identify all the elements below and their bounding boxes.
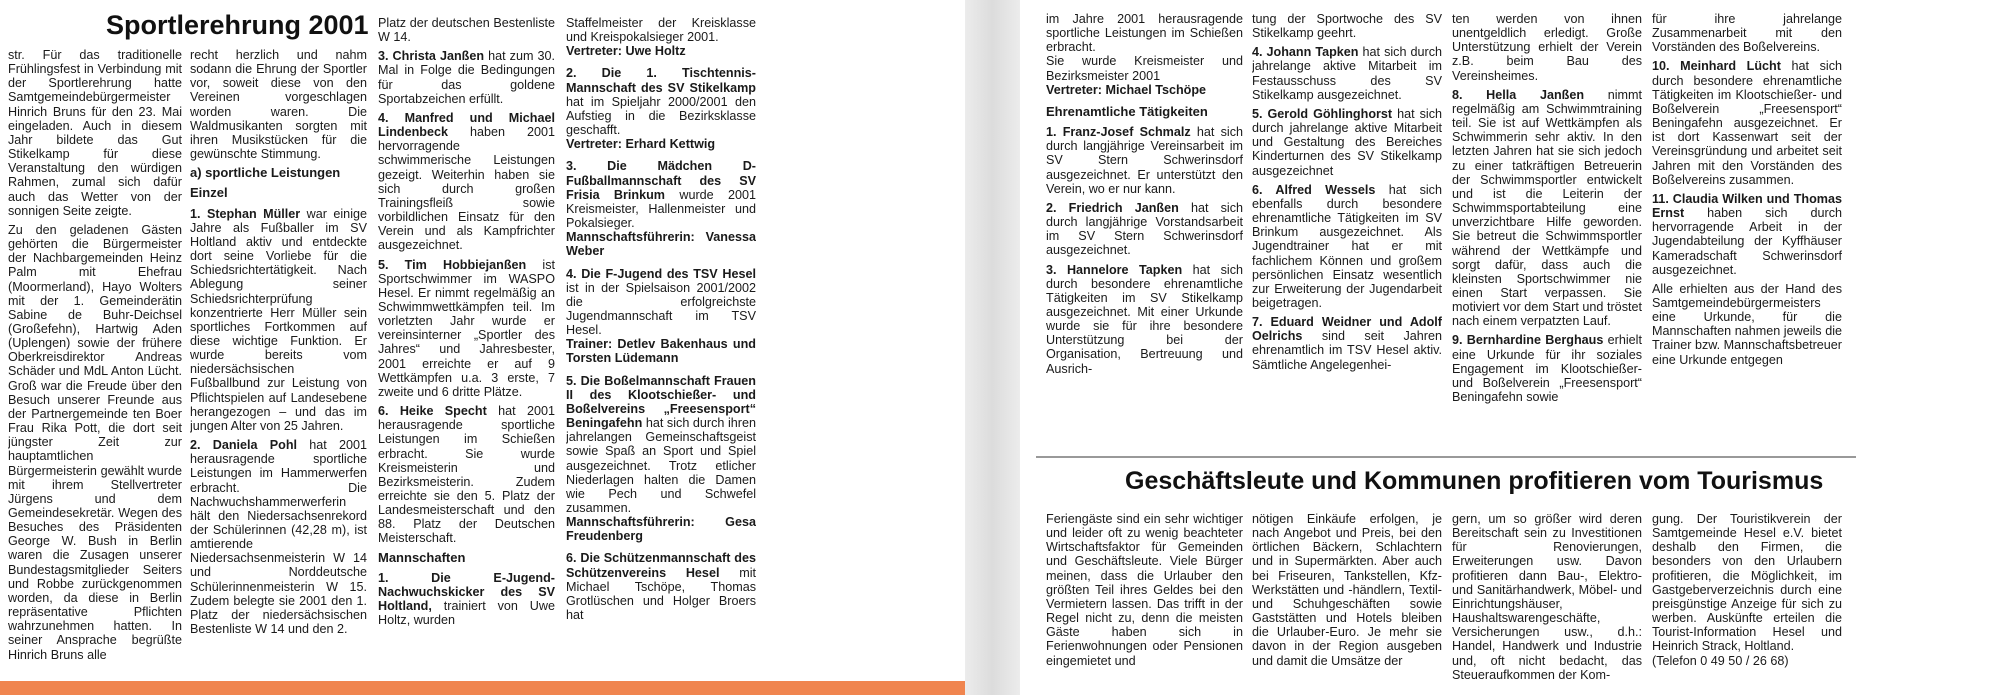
article-column-6 [1252,12,1442,455]
honoree-text: nimmt regelmäßig am Schwimmtraining teil. Sie ist auf Wettkämpfen als Schwimmerin sehr aktiv. In den letzten Jahren hat sie sich jedoch zu einer tatkräftigen Betreuerin der Schwimmsportler entwickelt und ist die Leiterin der Schwimmsportabteilung eine unverzichtbare Hilfe geworden. Sie betreut die Schwimmsportler während der Wettkämpfe und sorgt dafür, dass auch die kleinsten Sportschwimmer nie einen Start verpassen. Sie motiviert vor dem Start und tröstet nach einem verpatzten Lauf. [1452,87,1642,329]
tourism-column-4 [1652,512,1842,695]
paragraph: nötigen Einkäufe erfolgen, je nach Angebot und Preis, bei den örtlichen Bäckern, Schlachtern und in Supermärkten. Aber auch bei Friseuren, Tankstellen, Kfz-Werkstätten und -händlern, Textil- und Schuhgeschäften sowie Gaststätten und Hotels bleiben die Urlauber-Euro. Je mehr sie davon in der Region ausgeben und damit die Umsätze der [1252,512,1442,668]
honoree-name: 5. Gerold Göhlinghorst [1252,106,1393,121]
honoree-text: hat sich durch jahrelange aktive Mitarbeit und Gestaltung des Bereiches Kinderturnen des SV Stikelkamp ausgezeichnet [1252,106,1442,178]
honoree-text: ist in der Spielsaison 2001/2002 die erfolgreichste Jugendmannschaft im TSV Hesel. [566,280,756,338]
tourism-column-3 [1452,512,1642,695]
honoree-text: sind seit Jahren ehrenamtlich im TSV Hesel aktiv. Sämtliche Angelegenhei- [1252,329,1442,372]
honoree-name: 9. Bernhardine Berghaus [1452,333,1604,348]
honoree-name: 7. Eduard Weidner und Adolf Oelrichs [1252,315,1442,344]
honoree-name: 6. Heike Specht [378,404,487,419]
honoree-name: 1. Die E-Jugend-Nachwuchskicker des SV Holtland, [378,570,555,614]
honoree-name: 2. Daniela Pohl [190,438,298,453]
honoree-text: hat sich durch langjährige Vereinsarbeit im SV Stern Schwerinsdorf ausgezeichnet. Er unterstützt den Verein, wo er nur kann. [1046,125,1243,196]
page-gutter [965,0,1020,695]
section-divider [1036,456,1856,458]
paragraph: Sie wurde Kreismeister und Bezirksmeister 2001 [1046,54,1243,83]
paragraph: für ihre jahrelange Zusammenarbeit mit den Vorständen des Boßelvereins. [1652,12,1842,55]
article-headline-sportlerehrung: Sportlerehrung 2001 [106,10,369,40]
article-column-3 [378,16,555,683]
honoree-name: 2. Friedrich Janßen [1046,200,1179,215]
paragraph: tung der Sportwoche des SV Stikelkamp geehrt. [1252,12,1442,41]
honoree-text: ist Sportschwimmer im WASPO Hesel. Er nimmt regelmäßig an Schwimmwettkämpfen teil. Im vorletzten Jahr wurde er vereinsinterner „Sportler des Jahres“ und Jahresbester, 2001 erreichte er auf 9 Wettkämpfen u.a. 3 erste, 7 zweite und 6 dritte Plätze. [378,257,555,399]
article-column-5 [1046,12,1243,455]
section-heading: Ehrenamtliche Tätigkeiten [1046,103,1208,119]
honoree-name: 5. Tim Hobbiejanßen [378,257,527,272]
article-column-2 [190,48,367,683]
article-column-7 [1452,12,1642,455]
honoree-text: mit Michael Tschöpe, Thomas Grotlüschen und Holger Broers hat [566,565,756,623]
paragraph: gung. Der Touristikverein der Samtgemeinde Hesel e.V. bietet deshalb den Firmen, die besonders von den Urlaubern profitieren, die Möglichkeit, im Gastgeberverzeichnis durch eine preisgünstige Anzeige für sich zu werben. Auskünfte erteilen die Tourist-Information Hesel und Heinrich Strack, Holtland. [1652,512,1842,654]
honoree-name: 5. Die Boßelmannschaft Frauen II des Klootschießer- und Boßelvereins „Freesensport“ Beningafehn [566,373,756,431]
honoree-text: hat zum 30. Mal in Folge die Bedingungen für das goldene Sportabzeichen erfüllt. [378,49,555,106]
honoree-name: 1. Franz-Josef Schmalz [1046,125,1191,140]
honoree-text: hat im Spieljahr 2000/2001 den Aufstieg in die Bezirksklasse geschafft. [566,94,756,138]
honoree-name: 8. Hella Janßen [1452,87,1585,102]
page-bottom-stripe [0,681,965,695]
article-column-8 [1652,12,1842,455]
honoree-name: 6. Alfred Wessels [1252,182,1376,197]
honoree-text: wurde 2001 Kreismeister, Hallenmeister und Pokalsieger. [566,187,756,231]
paragraph: Platz der deutschen Bestenliste W 14. [378,16,555,45]
honoree-text: hat 2001 herausragende sportliche Leistungen im Schießen erbracht. Sie wurde Kreismeisterin und Bezirksmeisterin. Zudem erreichte sie den 5. Platz der Landesmeisterschaft und den 88. Platz der Deutschen Meisterschaft. [378,404,555,546]
honoree-name: 3. Christa Janßen [378,49,485,64]
paragraph: Alle erhielten aus der Hand des Samtgemeindebürgermeisters eine Urkunde, für die Mannschaften nahmen jeweils die Trainer bzw. Mannschaftsbetreuer eine Urkunde entgegen [1652,281,1842,367]
representative: Trainer: Detlev Bakenhaus und Torsten Lüdemann [566,337,756,366]
paragraph: recht herzlich und nahm sodann die Ehrung der Sportler vor, soweit diese von den Vereinen vorgeschlagen worden waren. Die Waldmusikanten sorgten mit ihren Musikstücken für die gewünschte Stimmung. [190,48,367,162]
representative: Vertreter: Uwe Holtz [566,44,686,59]
honoree-name: 10. Meinhard Lücht [1652,59,1781,74]
honoree-text: hat sich durch ihren jahrelangen Gemeinschaftsgeist sowie Spaß an Sport und Spiel ausgezeichnet. Trotz etlicher Niederlagen halten die Damen wie Pech und Schwefel zusammen. [566,416,756,515]
honoree-name: 3. Die Mädchen D-Fußballmannschaft des SV Frisia Brinkum [566,159,756,202]
paragraph: Feriengäste sind ein sehr wichtiger und leider oft zu wenig beachteter Wirtschaftsfaktor für Gemeinden und Geschäftsleute. Viele Bürger meinen, dass die Urlauber den größten Teil ihres Geldes bei den Vermietern lassen. Das trifft in der Regel nicht zu, denn die meisten Gäste haben sich in Ferienwohnungen oder Pensionen eingemietet und [1046,512,1243,668]
paragraph: im Jahre 2001 herausragende sportliche Leistungen im Schießen erbracht. [1046,12,1243,55]
article-headline-tourismus: Geschäftsleute und Kommunen profitieren vom Tourismus [1125,467,1824,495]
paragraph: gern, um so größer wird deren Bereitschaft sein zu Investitionen für Renovierungen, Erweiterungen usw. Davon profitieren dann Bau-, Elektro- und Sanitärhandwerk, Möbel- und Einrichtungshäuser, Haushaltswarengeschäfte, Versicherungen usw., d.h.: Handel, Handwerk und Industrie und, oft nicht bedacht, das Steueraufkommen der Kom- [1452,512,1642,682]
honoree-text: haben 2001 hervorragende schwimmerische Leistungen gezeigt. Weiterhin haben sie sich durch großen Trainingsfleiß sowie vorbildlichen Einsatz für den Verein und als Kampfrichter ausgezeichnet. [378,125,555,253]
honoree-name: 11. Claudia Wilken und Thomas Ernst [1652,191,1842,221]
honoree-text: erhielt eine Urkunde für ihr soziales Engagement im Klootschießer- und Boßelverein „Freesensport“ Beningafehn sowie [1452,333,1642,405]
paragraph: str. Für das traditionelle Frühlingsfest in Verbindung mit der Sportlerehrung hatte Samtgemeindebürgermeister Hinrich Bruns für den 23. Mai eingeladen. Auch in diesem Jahr bildete das Gut Stikelkamp für diese Veranstaltung den würdigen Rahmen, zumal sich dafür auch das Wetter von der sonnigen Seite zeigte. [8,48,182,218]
contact-phone: (Telefon 0 49 50 / 26 68) [1652,653,1789,668]
tourism-column-1 [1046,512,1243,695]
paragraph: Staffelmeister der Kreisklasse und Kreispokalsieger 2001. [566,16,756,45]
article-column-1 [8,48,182,683]
representative: Mannschaftsführerin: Gesa Freudenberg [566,515,756,544]
honoree-text: haben sich durch hervorragende Arbeit in der Jugendabteilung der Kyffhäuser Kameradschaft Schwerinsdorf ausgezeichnet. [1652,206,1842,277]
section-heading: Einzel [190,185,228,201]
honoree-name: 2. Die 1. Tischtennis-Mannschaft des SV Stikelkamp [566,66,756,95]
article-column-4 [566,16,756,683]
honoree-text: hat sich durch langjährige Vorstandsarbeit im SV Stern Schwerinsdorf ausgezeichnet. [1046,200,1243,258]
honoree-text: trainiert von Uwe Holtz, wurden [378,599,555,628]
honoree-name: 3. Hannelore Tapken [1046,262,1183,277]
right-page [1020,0,2000,695]
representative: Mannschaftsführerin: Vanessa Weber [566,230,756,259]
paragraph: ten werden von ihnen unentgeldlich erledigt. Große Unterstützung erhielt der Verein z.B. beim Bau des Vereinsheimes. [1452,12,1642,83]
honoree-text: hat sich durch jahrelange aktive Mitarbeit im Festausschuss des SV Stikelkamp ausgezeichnet. [1252,45,1442,102]
honoree-name: 1. Stephan Müller [190,206,301,221]
honoree-name: 4. Manfred und Michael Lindenbeck [378,110,555,140]
honoree-text: hat sich ebenfalls durch besondere ehrenamtliche Tätigkeiten im SV Brinkum ausgezeichnet. Als Jugendtrainer hat er mit fachlichem Können und großem persönlichen Einsatz wesentlich zur Erweiterung der Jugendarbeit beigetragen. [1252,182,1442,310]
honoree-name: 6. Die Schützenmannschaft des Schützenvereins Hesel [566,551,756,580]
section-heading: Mannschaften [378,549,466,565]
honoree-name: 4. Johann Tapken [1252,45,1359,60]
honoree-text: hat 2001 herausragende sportliche Leistungen im Hammerwerfen erbracht. Die Nachwuchshammerwerferin hält den Niedersachsenrekord der Schülerinnen (42,28 m), ist amtierende Niedersachsenmeisterin W 14 und Norddeutsche Schülerinnenmeisterin W 15. Zudem belegte sie 2001 den 1. Platz der niedersächsischen Bestenliste W 14 und den 2. [190,438,367,637]
honoree-name: 4. Die F-Jugend des TSV Hesel [566,266,756,281]
tourism-column-2 [1252,512,1442,695]
honoree-text: war einige Jahre als Fußballer im SV Holtland aktiv und entdeckte dort seine Vorliebe für die Schiedsrichtertätigkeit. Nach Ablegung seiner Schiedsrichterprüfung konzentrierte Herr Müller sein sportliches Fortkommen auf diese wichtige Funktion. Er wurde bereits vom niedersächsischen Fußballbund zur Leistung von Pflichtspielen auf Landesebene herangezogen – und das im jungen Alter von 25 Jahren. [190,206,367,433]
left-page [0,0,965,695]
section-heading: a) sportliche Leistungen [190,165,341,181]
honoree-text: hat sich durch besondere ehrenamtliche Tätigkeiten im Klootschießer- und Boßelverein „Freesensport“ Beningafehn ausgezeichnet. Er ist dort Kassenwart seit der Vereinsgründung und arbeitet seit Jahren mit den Vorständen des Boßelvereins zusammen. [1652,59,1842,187]
representative: Vertreter: Michael Tschöpe [1046,82,1207,97]
representative: Vertreter: Erhard Kettwig [566,137,716,152]
honoree-text: hat sich durch besondere ehrenamtliche Tätigkeiten im SV Stikelkamp ausgezeichnet. Mit einer Urkunde wurde sie für ihre besondere Unterstützung bei der Organisation, Bertreuung und Ausrich- [1046,262,1243,376]
paragraph: Zu den geladenen Gästen gehörten die Bürgermeister der Nachbargemeinden Heinz Palm mit Ehefrau (Moormerland), Hayo Wolters mit der 1. Gemeinderätin Sabine de Buhr-Deichsel (Großefehn), Hartwig Aden (Uplengen) sowie der frühere Oberkreisdirektor Andreas Schäder und MdL Anton Lücht. Groß war die Freude über den Besuch unserer Freunde aus der Partnergemeinde ten Boer Frau Rika Pott, die dort seit jüngster Zeit zur hauptamtlichen Bürgermeisterin gewählt wurde mit ihrem Stellvertreter Jürgens und dem Gemeindesekretär. Wegen des Besuches des Präsidenten George W. Bush in Berlin waren die Zusagen unserer Bundestagsmitglieder Seiters und Robbe zurückgenommen worden, da diese in Berlin repräsentative Pflichten wahrzunehmen hatten. In seiner Ansprache begrüßte Hinrich Bruns alle [8,222,182,662]
